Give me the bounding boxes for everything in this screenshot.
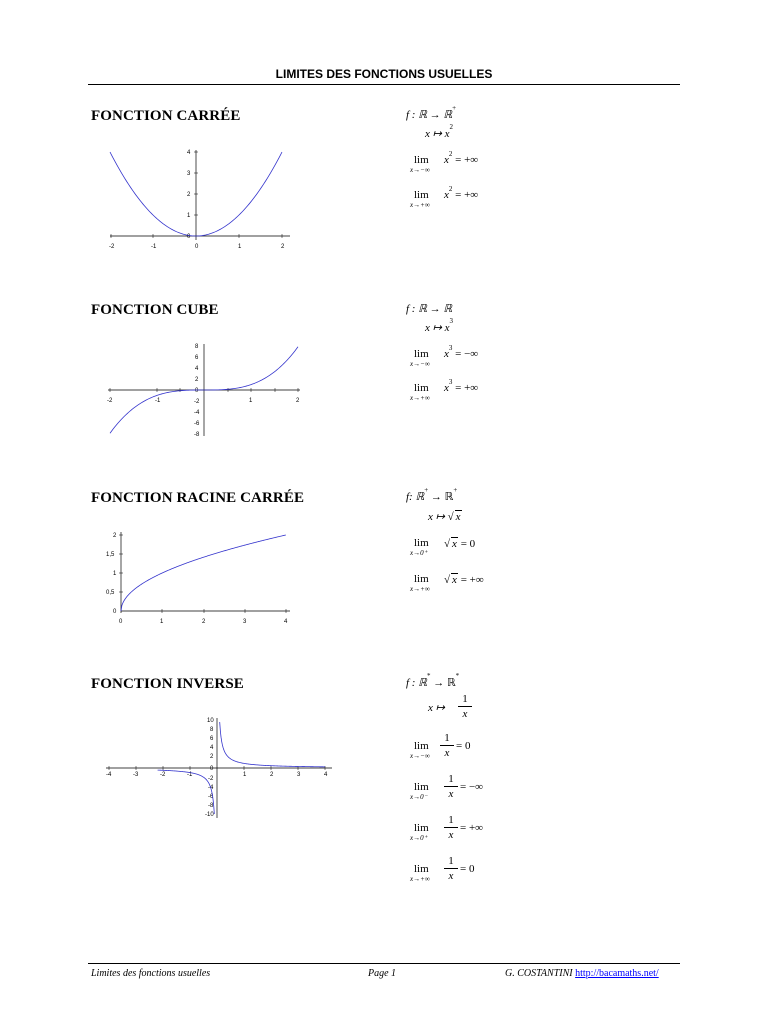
y-tick-label: 0: [113, 609, 117, 615]
fraction: 1 x: [458, 693, 472, 720]
y-tick-label: -8: [194, 432, 200, 438]
definition-line-1: f : ℝ → ℝ+: [406, 104, 457, 121]
x-tick-label: -2: [160, 772, 166, 778]
definition-line-1: f : ℝ* → ℝ*: [406, 672, 460, 689]
y-tick-label: 4: [195, 366, 199, 372]
y-tick-label: 0: [210, 766, 214, 772]
x-tick-label: 3: [297, 772, 301, 778]
y-tick-label: -2: [194, 399, 200, 405]
curve-inverse-negative: [158, 770, 215, 814]
y-tick-label: 6: [210, 736, 214, 742]
section-title-carree: FONCTION CARRÉE: [91, 108, 241, 124]
x-tick-label: 4: [324, 772, 328, 778]
x-tick-label: 3: [243, 619, 247, 625]
x-tick-label: -1: [155, 398, 161, 404]
section-title-racine: FONCTION RACINE CARRÉE: [91, 490, 305, 506]
footer-author: [505, 968, 659, 979]
definition-line-1: f: ℝ+ → ℝ+: [406, 486, 458, 503]
footer-doc-title: Limites des fonctions usuelles: [91, 968, 211, 979]
x-tick-label: 1: [160, 619, 164, 625]
y-tick-label: 4: [210, 745, 214, 751]
x-tick-label: 2: [202, 619, 206, 625]
y-tick-label: 0,5: [106, 590, 115, 596]
y-tick-label: 3: [187, 171, 191, 177]
footer-page-number: Page 1: [368, 968, 397, 979]
definition-line-2: x ↦ √ x: [428, 511, 461, 523]
y-tick-label: 1,5: [106, 552, 115, 558]
definition-line-2: x ↦ $x^3$: [425, 317, 453, 334]
y-tick-label: 1: [187, 213, 191, 219]
y-tick-label: -6: [208, 794, 214, 800]
x-tick-label: -2: [109, 244, 115, 250]
section-title-cube: FONCTION CUBE: [91, 302, 219, 318]
x-tick-label: 1: [243, 772, 247, 778]
x-tick-label: -3: [133, 772, 139, 778]
page-header-title: LIMITES DES FONCTIONS USUELLES: [275, 67, 493, 81]
header-rule: [88, 84, 680, 85]
definition-line-2: x ↦ 1 x: [428, 701, 445, 714]
graph-racine: [100, 528, 300, 628]
y-tick-label: 2: [195, 377, 199, 383]
graph-cube: [100, 340, 310, 445]
x-tick-label: 1: [238, 244, 242, 250]
y-tick-label: 2: [113, 533, 117, 539]
y-tick-label: 4: [187, 150, 191, 156]
y-tick-label: 1: [113, 571, 117, 577]
y-tick-label: 2: [187, 192, 191, 198]
y-tick-label: 0: [195, 388, 199, 394]
x-tick-label: 2: [296, 398, 300, 404]
x-tick-label: 1: [249, 398, 253, 404]
curve-inverse-positive: [220, 722, 325, 767]
graph-carree: [100, 140, 300, 260]
x-tick-label: -4: [106, 772, 112, 778]
section-title-inverse: FONCTION INVERSE: [91, 676, 244, 692]
y-tick-label: -6: [194, 421, 200, 427]
x-tick-label: 2: [281, 244, 285, 250]
y-tick-label: -4: [208, 785, 214, 791]
x-tick-label: -2: [107, 398, 113, 404]
y-tick-label: -8: [208, 803, 214, 809]
y-tick-label: 10: [207, 718, 214, 724]
x-tick-label: -1: [187, 772, 193, 778]
definition-line-2: x ↦ $x^2$: [425, 123, 453, 140]
x-tick-label: 0: [119, 619, 123, 625]
definition-line-1: f : ℝ → ℝ: [406, 303, 453, 315]
y-tick-label: -4: [194, 410, 200, 416]
y-tick-label: -2: [208, 776, 214, 782]
curve-racine: [121, 535, 286, 611]
x-tick-label: 0: [195, 244, 199, 250]
x-tick-label: 4: [284, 619, 288, 625]
y-tick-label: -10: [205, 812, 214, 818]
y-tick-label: 6: [195, 355, 199, 361]
tick-marks: [119, 535, 286, 613]
author-name: G. COSTANTINI: [505, 968, 573, 979]
y-tick-label: 0: [187, 234, 191, 240]
y-tick-label: 8: [195, 344, 199, 350]
website-link[interactable]: http://bacamaths.net/: [575, 968, 659, 979]
graph-inverse: [100, 714, 340, 824]
y-tick-label: 8: [210, 727, 214, 733]
footer-rule: [88, 963, 680, 964]
y-tick-label: 2: [210, 754, 214, 760]
x-tick-label: -1: [151, 244, 157, 250]
x-tick-label: 2: [270, 772, 274, 778]
